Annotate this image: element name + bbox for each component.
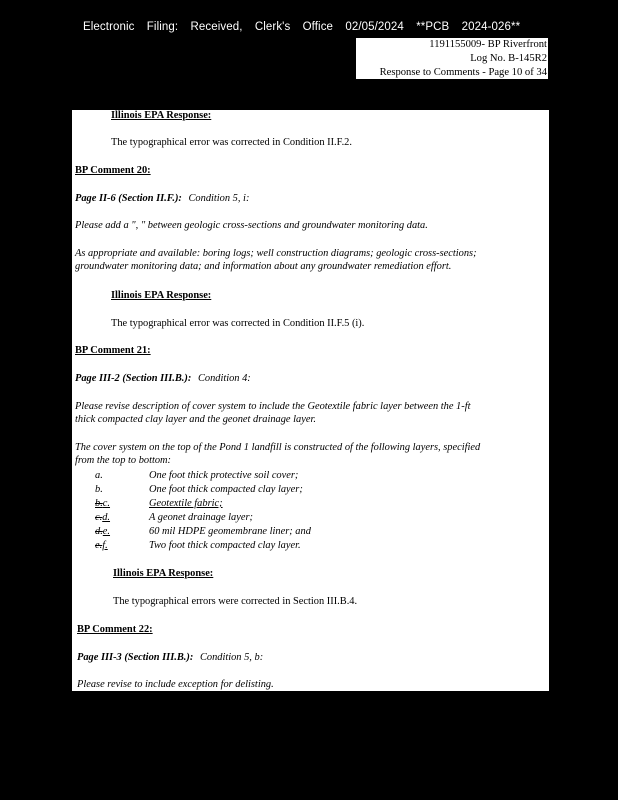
response-heading: Illinois EPA Response:	[111, 290, 212, 301]
filing-stamp	[83, 21, 529, 33]
comment-heading: BP Comment 20:	[75, 165, 151, 176]
condition-quote-line: As appropriate and available: boring logs; well construction diagrams; geologic cross-sections;	[75, 248, 477, 259]
page-reference: Page II-6 (Section II.F.):	[75, 193, 182, 204]
stamp-part: 02/05/2024	[345, 21, 404, 33]
list-text: A geonet drainage layer;	[149, 512, 253, 523]
list-letter-new: b.	[95, 484, 103, 495]
list-letter-old: d.	[95, 526, 103, 537]
list-letter-new: a.	[95, 470, 103, 481]
list-text: Two foot thick compacted clay layer.	[149, 540, 301, 551]
response-text: The typographical error was corrected in Condition II.F.5 (i).	[111, 318, 365, 329]
comment-request: Please add a ", " between geologic cross-sections and groundwater monitoring data.	[75, 220, 428, 231]
page-header	[356, 38, 548, 79]
condition-quote-line: The cover system on the top of the Pond 1 landfill is constructed of the following layers, specified	[75, 442, 481, 453]
response-text: The typographical error was corrected in Condition II.F.2.	[111, 137, 352, 148]
comment-reference	[75, 193, 249, 205]
list-letter	[95, 484, 103, 496]
stamp-part: 2024-026**	[461, 21, 521, 33]
list-letter-old: b.	[95, 498, 103, 509]
stamp-part: Office	[302, 21, 334, 33]
comment-heading: BP Comment 21:	[75, 345, 151, 356]
response-text: The typographical errors were corrected in Section III.B.4.	[113, 596, 358, 607]
response-heading: Illinois EPA Response:	[113, 568, 214, 579]
stamp-part: Received,	[190, 21, 243, 33]
page-reference: Page III-3 (Section III.B.):	[77, 652, 194, 663]
list-letter-new: f.	[102, 540, 108, 551]
stamp-part: Electronic	[83, 21, 135, 33]
comment-request-line: Please revise description of cover system to include the Geotextile fabric layer between the 1-ft	[75, 401, 471, 412]
condition-reference: Condition 5, b:	[199, 652, 264, 663]
condition-quote-line: groundwater monitoring data; and information about any groundwater remediation effort.	[75, 261, 452, 272]
condition-reference: Condition 4:	[197, 373, 251, 384]
response-heading: Illinois EPA Response:	[111, 110, 212, 121]
list-letter-new: c.	[102, 498, 111, 509]
document-page	[72, 110, 549, 691]
list-letter	[95, 512, 110, 524]
comment-reference	[75, 373, 251, 385]
list-letter	[95, 470, 103, 482]
comment-request: Please revise to include exception for delisting.	[77, 679, 274, 690]
comment-heading: BP Comment 22:	[77, 624, 153, 635]
header-line-1: 1191155009- BP Riverfront	[429, 39, 547, 50]
condition-reference: Condition 5, i:	[188, 193, 250, 204]
comment-reference	[77, 652, 263, 664]
header-line-2: Log No. B-145R2	[470, 53, 547, 64]
list-letter-old: c.	[95, 512, 103, 523]
header-line-3: Response to Comments - Page 10 of 34	[379, 67, 547, 78]
page-reference: Page III-2 (Section III.B.):	[75, 373, 192, 384]
stamp-part: **PCB	[416, 21, 450, 33]
list-letter-old: e.	[95, 540, 103, 551]
stamp-part: Clerk's	[254, 21, 291, 33]
comment-request-line: thick compacted clay layer and the geonet drainage layer.	[75, 414, 316, 425]
list-text: One foot thick protective soil cover;	[149, 470, 299, 481]
list-letter	[95, 498, 110, 510]
list-text: 60 mil HDPE geomembrane liner; and	[149, 526, 311, 537]
list-letter	[95, 526, 110, 538]
list-letter-new: e.	[102, 526, 111, 537]
stamp-part: Filing:	[146, 21, 179, 33]
list-letter-new: d.	[102, 512, 111, 523]
list-letter	[95, 540, 108, 552]
list-text: One foot thick compacted clay layer;	[149, 484, 303, 495]
condition-quote-line: from the top to bottom:	[75, 455, 172, 466]
list-text: Geotextile fabric;	[149, 498, 223, 509]
